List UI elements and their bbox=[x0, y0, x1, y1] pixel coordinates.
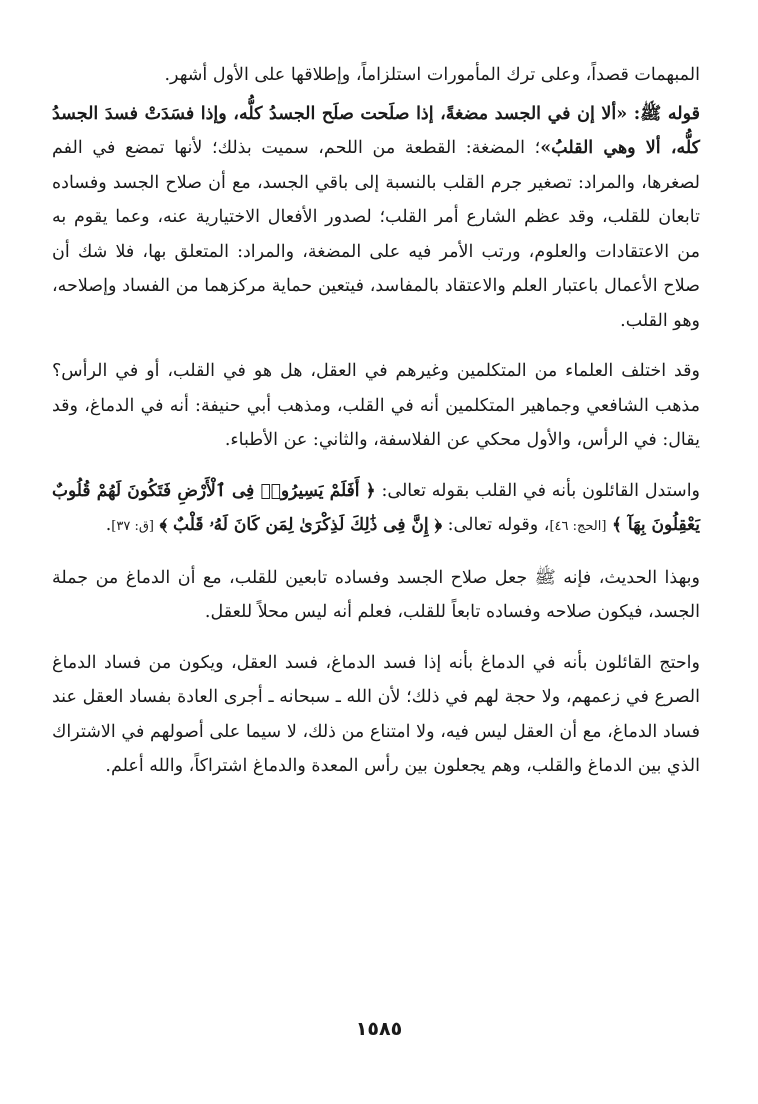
hadith-commentary: ؛ المضغة: القطعة من اللحم، سميت بذلك؛ لأنها تمضع في الفم لصغرها، والمراد: تصغير جرم القلب بالنسبة إلى باقي الجسد، مع أن صلاح الجسد وفساده تابعان للقلب، وقد عظم الشارع أمر القلب؛ لصدور الأفعال الاختيارية عنه، وعما يقوم به من الاعتقادات والعلوم، ورتب الأمر فيه على المضغة، والمراد: المتعلق بها، فلا شك أن صلاح الأعمال باعتبار العلم والاعتقاد بالمفاسد، فيتعين حماية مركزهما من الفساد وإصلاحه، وهو القلب. bbox=[52, 138, 700, 331]
hadith-text: «ألا إن في الجسد مضغةً، إذا صلَحت صلَح الجسدُ كلُّه، وإذا فسَدَتْ فسدَ الجسدُ كلُّه، ألا وهي القلبُ» bbox=[52, 103, 700, 158]
page-number: ١٥٨٥ bbox=[355, 1018, 403, 1040]
paragraph-5: وبهذا الحديث، فإنه ﷺ جعل صلاح الجسد وفساده تابعين للقلب، مع أن الدماغ من جملة الجسد، فيكون صلاحه وفساده تابعاً للقلب، فعلم أنه ليس محلاً للعقل. bbox=[52, 567, 700, 622]
hadith-lead: قوله ﷺ: bbox=[627, 103, 700, 124]
paragraph-2 bbox=[52, 97, 700, 339]
paragraph-1: المبهمات قصداً، وعلى ترك المأمورات استلزاماً، وإطلاقها على الأول أشهر. bbox=[164, 65, 700, 85]
verse-intro: واستدل القائلون بأنه في القلب بقوله تعالى: bbox=[375, 480, 701, 501]
quran-verse-2: ﴿ إِنَّ فِى ذَٰلِكَ لَذِكْرَىٰ لِمَن كَانَ لَهُۥ قَلْبٌ ﴾ bbox=[159, 515, 443, 535]
quran-verse-1: ﴿ أَفَلَمْ يَسِيرُوا۟ فِى ٱلْأَرْضِ فَتَكُونَ لَهُمْ قُلُوبٌ يَعْقِلُونَ بِهَآ ﴾ bbox=[52, 480, 700, 535]
paragraph-3: وقد اختلف العلماء من المتكلمين وغيرهم في العقل، هل هو في القلب، أو في الرأس؟ مذهب الشافعي وجماهير المتكلمين أنه في القلب، ومذهب أبي حنيفة: أنه في الدماغ، وقد يقال: في الرأس، والأول محكي عن الفلاسفة، والثاني: عن الأطباء. bbox=[52, 361, 700, 450]
verse-end: . bbox=[105, 515, 112, 535]
page-body bbox=[52, 58, 700, 788]
verse-mid: ، وقوله تعالى: bbox=[442, 515, 550, 535]
verse-reference-1: [الحج: ٤٦] bbox=[549, 519, 607, 534]
paragraph-4 bbox=[52, 474, 700, 545]
verse-reference-2: [ق: ٣٧] bbox=[111, 519, 154, 534]
paragraph-6: واحتج القائلون بأنه في الدماغ بأنه إذا فسد الدماغ، فسد العقل، ويكون من فساد الدماغ الصرع في زعمهم، ولا حجة لهم في ذلك؛ لأن الله ـ سبحانه ـ أجرى العادة بفساد العقل عند فساد الدماغ، مع أن العقل ليس فيه، ولا امتناع من ذلك، لا سيما على أصولهم في الاشتراك الذي بين الدماغ والقلب، وهم يجعلون بين رأس المعدة والدماغ اشتراكاً، والله أعلم. bbox=[52, 652, 700, 776]
